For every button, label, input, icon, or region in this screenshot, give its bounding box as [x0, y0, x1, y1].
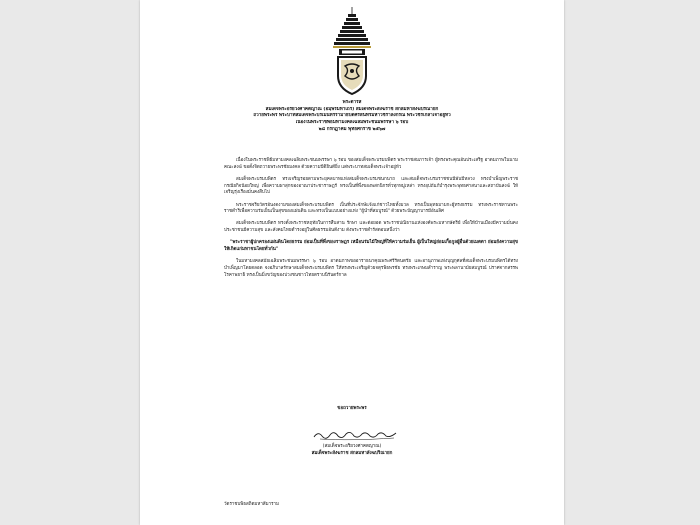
- paragraph: สมเด็จพระบรมบพิตร ทรงเจริญรอยตามพระยุคลบาทแห่งสมเด็จพระบรมชนกนาถ และสมเด็จพระบรมราชชนนีพันปีหลวง ทรงบำเพ็ญพระราชกรณียกิจน้อยใหญ่ เพื่อความผาสุกของอาณาประชาราษฎร์ ทรงเป็นที่พึ่งของพสกนิกรทั่วทุกหมู่เหล่า ทรงอุปถัมภ์บำรุงพระพุทธศาสนาและสถาบันสงฆ์ ให้เจริญรุ่งเรืองมั่นคงสืบไป: [224, 176, 518, 196]
- header-occasion: เนื่องในพระราชพิธีมหามงคลเฉลิมพระชนมพรรษา ๖ รอบ: [295, 119, 409, 125]
- header-date: ๒๘ กรกฎาคม พุทธศักราช ๒๕๖๗: [318, 127, 386, 133]
- document-header: [140, 100, 564, 134]
- signatory-title: สมเด็จพระสังฆราช สกลมหาสังฆปริณายก: [311, 450, 393, 456]
- document-footer: วัดราชบพิธสถิตมหาสีมาราม: [224, 502, 280, 507]
- header-recipient: ถวายพระพร พระบาทสมเด็จพระปรเมนทรรามาธิบดีศรีสินทรมหาวชิราลงกรณ พระวชิรเกล้าเจ้าอยู่หัว: [253, 113, 451, 119]
- paragraph: พระราชจริยวัตรอันงดงามของสมเด็จพระบรมบพิตร เป็นที่ประจักษ์แจ้งแก่ชาวไทยทั้งมวล ทรงเป็นพุทธมามกะผู้ทรงธรรม ทรงพระราชทานพระราชดำริเพื่อความร่มเย็นเป็นสุขของแผ่นดิน และทรงเป็นแบบอย่างแห่ง "ผู้นำที่สมบูรณ์" ด้วยพระปัญญาบารมีอันเลิศ: [224, 202, 518, 215]
- closing-salutation: ขอถวายพระพร: [337, 406, 367, 411]
- document-page: [140, 0, 564, 525]
- paragraph: เนื่องในพระราชพิธีมหามงคลเฉลิมพระชนมพรรษา ๖ รอบ ของสมเด็จพระบรมบพิตร พระราชสมภารเจ้า ผู้ทรงพระคุณอันประเสริฐ อาตมภาพในนามคณะสงฆ์ ขอตั้งจิตถวายพระพรชัยมงคล ด้วยความปีติยินดียิ่ง แด่พระบาทสมเด็จพระเจ้าอยู่หัว: [224, 158, 518, 170]
- document-body: [224, 158, 518, 285]
- paragraph: ในมหามงคลสมัยเฉลิมพระชนมพรรษา ๖ รอบ อาตมภาพขออาราธนาคุณพระศรีรัตนตรัย และอานุภาพแห่งบุญกุศลที่สมเด็จพระบรมบพิตรได้ทรงบำเพ็ญมาโดยตลอด จงอภิบาลรักษาสมเด็จพระบรมบพิตร ให้ทรงพระเจริญด้วยจตุรพิธพรชัย ทรงพระเกษมสำราญ พระพลานามัยสมบูรณ์ ปราศจากสรรพโรคาพยาธิ ทรงเป็นมิ่งขวัญของปวงชนชาวไทยตราบนิรันดร์กาล: [224, 259, 518, 278]
- paragraph: สมเด็จพระบรมบพิตร ทรงตั้งพระราชหฤทัยในการสืบสาน รักษา และต่อยอด พระราชปณิธานแห่งองค์พระมหากษัตริย์ เพื่อให้บ้านเมืองมีความมั่นคง ประชาชนมีความสุข และสังคมไทยดำรงอยู่ในศีลธรรมอันดีงาม ดังพระราชดำรัสตอนหนึ่งว่า: [224, 221, 518, 234]
- royal-emblem: [330, 6, 374, 102]
- handwritten-signature: [310, 428, 402, 442]
- signatory-name: (สมเด็จพระอริยวงศาคตญาณ): [322, 444, 382, 449]
- header-author: สมเด็จพระอริยวงศาคตญาณ (อมฺพรมหาเถร) สมเด็จพระสังฆราช สกลมหาสังฆปริณายก: [265, 106, 439, 112]
- header-title: พระดำรัส: [342, 100, 362, 105]
- quoted-passage: "พระราชาผู้ปกครองแผ่นดินโดยธรรม ย่อมเป็นที่พึ่งของราษฎร เหมือนร่มไม้ใหญ่ที่ให้ความร่มเย็น ผู้เป็นใหญ่ย่อมเกื้อกูลผู้อื่นด้วยเมตตา ย่อมยังความสุขให้เกิดแก่มหาชนโดยทั่วกัน": [224, 240, 518, 253]
- signature-block: [140, 444, 564, 457]
